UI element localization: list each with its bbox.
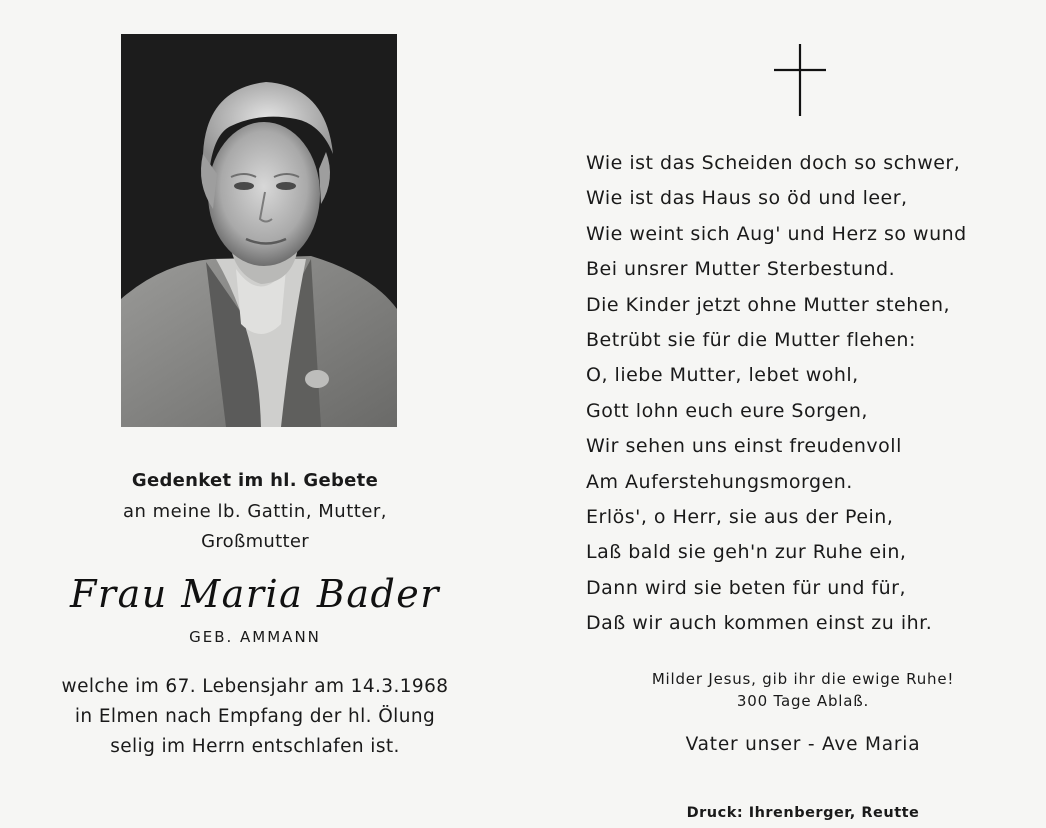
latin-cross-icon [770,44,830,116]
poem-line: Wir sehen uns einst freudenvoll [586,435,902,458]
poem-line: Wie ist das Scheiden doch so schwer, [586,152,961,174]
memorial-heading: Gedenket im hl. Gebete [131,470,379,491]
deceased-name: Frau Maria Bader [70,572,440,616]
poem-line: Daß wir auch kommen einst zu ihr. [586,612,933,635]
prayer-block [560,668,1046,712]
poem-line: Gott lohn euch eure Sorgen, [586,399,868,422]
poem-line: Am Auferstehungsmorgen. [586,470,853,493]
poem-line: Betrübt sie für die Mutter flehen: [586,328,916,351]
portrait-photo [121,34,397,427]
poem-line: Wie ist das Haus so öd und leer, [586,187,908,210]
memorial-dedication-2: Großmutter [201,531,309,552]
poem-line: Laß bald sie geh'n zur Ruhe ein, [586,541,907,564]
death-line: welche im 67. Lebensjahr am 14.3.1968 [61,676,449,697]
vater-unser: Vater unser - Ave Maria [685,734,921,755]
memorial-dedication: an meine lb. Gattin, Mutter, [122,501,388,522]
indulgence-line: 300 Tage Ablaß. [736,692,870,710]
poem [586,148,967,643]
prayer-line: Milder Jesus, gib ihr die ewige Ruhe! [651,670,955,688]
poem-line: O, liebe Mutter, lebet wohl, [586,364,859,387]
poem-line: Bei unsrer Mutter Sterbestund. [586,258,896,281]
poem-line: Wie weint sich Aug' und Herz so wund [586,222,967,245]
poem-line: Die Kinder jetzt ohne Mutter stehen, [586,293,951,316]
death-line: selig im Herrn entschlafen ist. [110,736,400,757]
death-line: in Elmen nach Empfang der hl. Ölung [74,706,436,727]
death-notice [20,672,490,762]
poem-line: Dann wird sie beten für und für, [586,576,907,599]
portrait-image [121,34,397,427]
maiden-name: GEB. AMMANN [189,628,321,646]
printer-credit: Druck: Ihrenberger, Reutte [686,805,920,821]
poem-line: Erlös', o Herr, sie aus der Pein, [586,505,894,528]
